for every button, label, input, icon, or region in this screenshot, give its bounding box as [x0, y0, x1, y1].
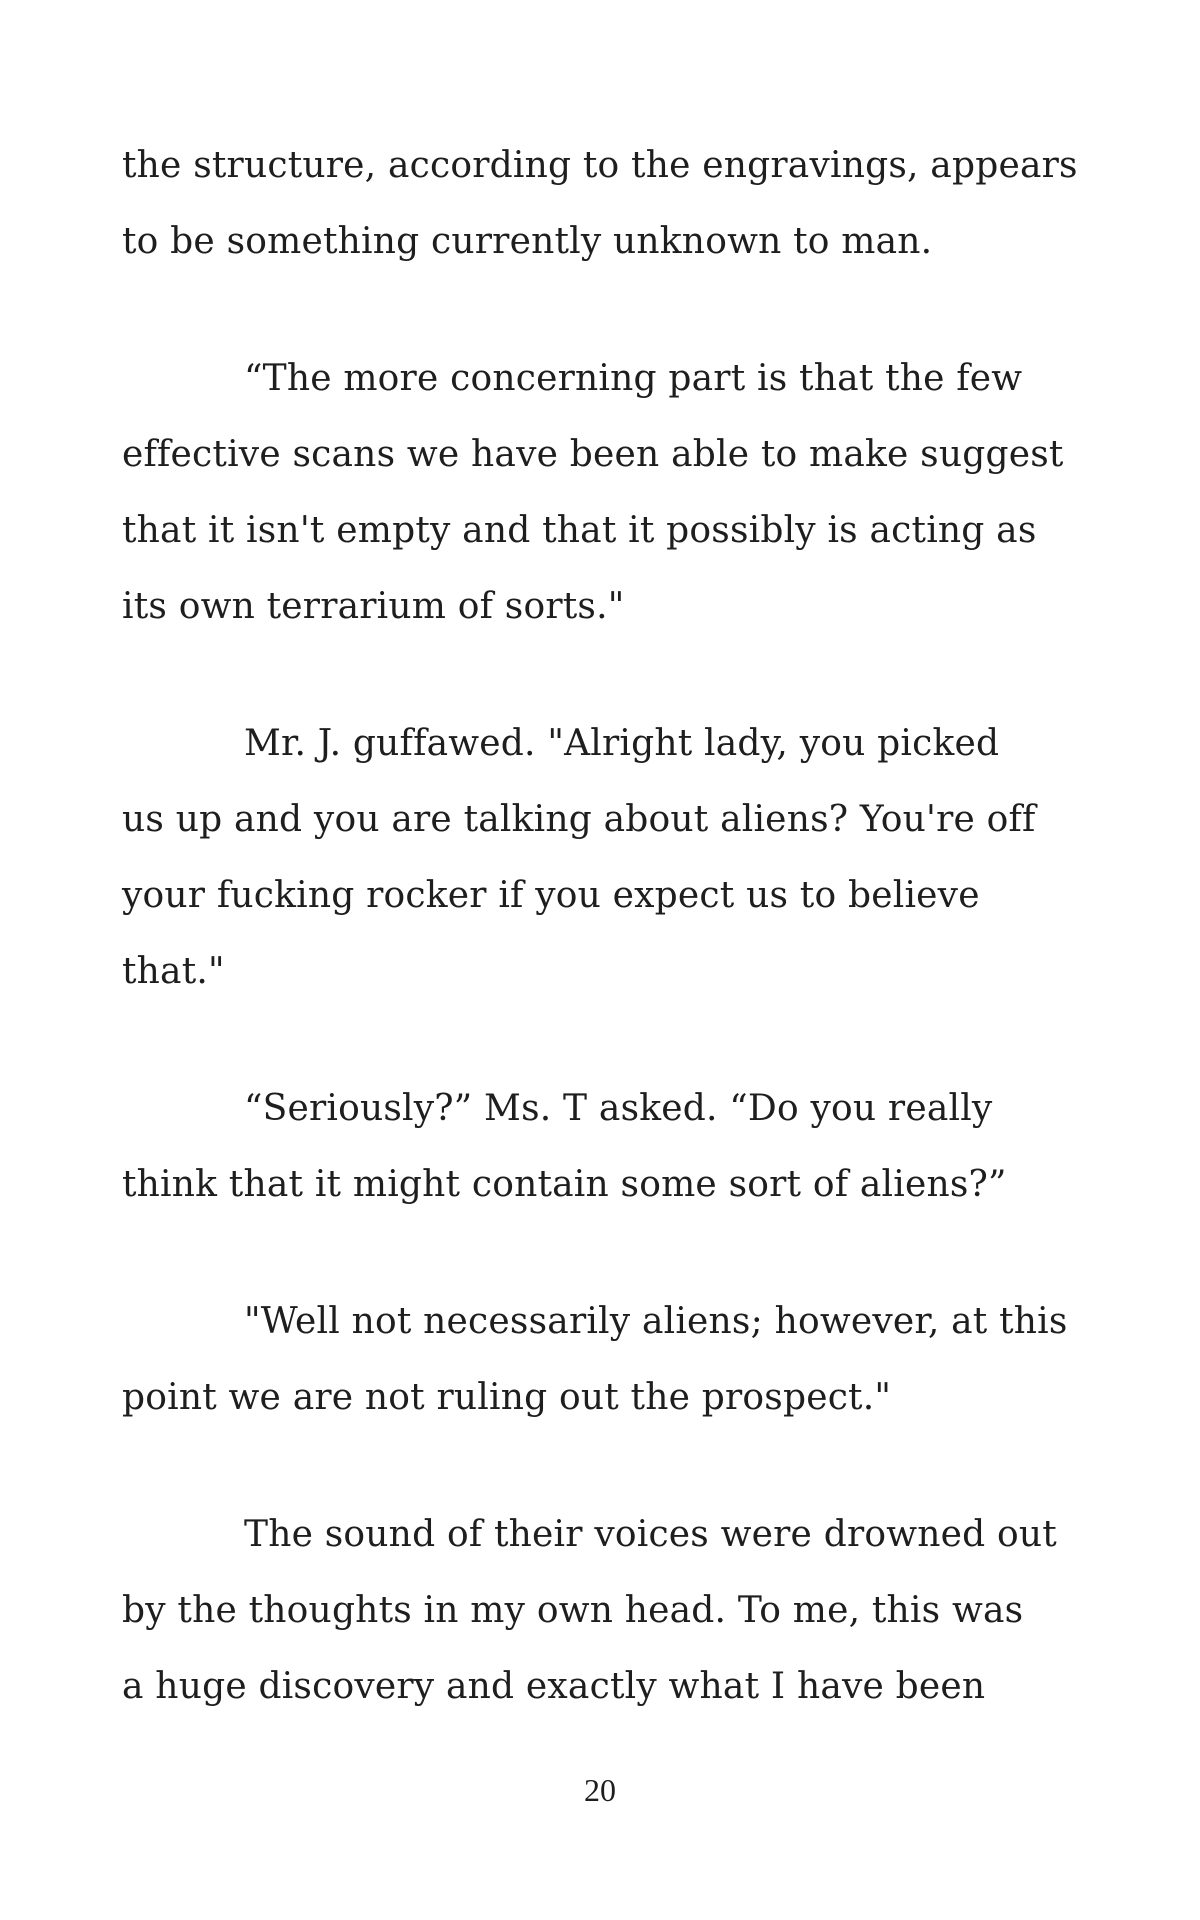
- text-line: us up and you are talking about aliens? You're off: [122, 799, 1036, 840]
- text-line: the structure, according to the engravings, appears: [122, 145, 1078, 186]
- text-line: think that it might contain some sort of aliens?”: [122, 1164, 1007, 1205]
- text-line: Mr. J. guffawed. "Alright lady, you picked: [244, 723, 1000, 764]
- paragraph-6: [122, 1497, 1102, 1725]
- text-line: its own terrarium of sorts.": [122, 586, 625, 627]
- text-line: effective scans we have been able to make suggest: [122, 434, 1064, 475]
- text-line: "Well not necessarily aliens; however, at this: [244, 1301, 1068, 1342]
- text-line: a huge discovery and exactly what I have been: [122, 1666, 986, 1707]
- text-line: to be something currently unknown to man.: [122, 221, 933, 262]
- text-line: that it isn't empty and that it possibly is acting as: [122, 510, 1037, 551]
- paragraph-1: [122, 128, 1102, 280]
- text-line: by the thoughts in my own head. To me, this was: [122, 1590, 1024, 1631]
- text-line: “The more concerning part is that the few: [244, 358, 1023, 399]
- body-text: [122, 128, 1102, 1725]
- page-number: 20: [584, 1772, 616, 1808]
- paragraph-2: [122, 341, 1102, 645]
- text-line: that.": [122, 951, 225, 992]
- text-line: point we are not ruling out the prospect.": [122, 1377, 892, 1418]
- text-line: “Seriously?” Ms. T asked. “Do you really: [244, 1088, 993, 1129]
- text-line: The sound of their voices were drowned out: [244, 1514, 1057, 1555]
- paragraph-4: [122, 1071, 1102, 1223]
- text-line: your fucking rocker if you expect us to believe: [122, 875, 980, 916]
- paragraph-5: [122, 1284, 1102, 1436]
- paragraph-3: [122, 706, 1102, 1010]
